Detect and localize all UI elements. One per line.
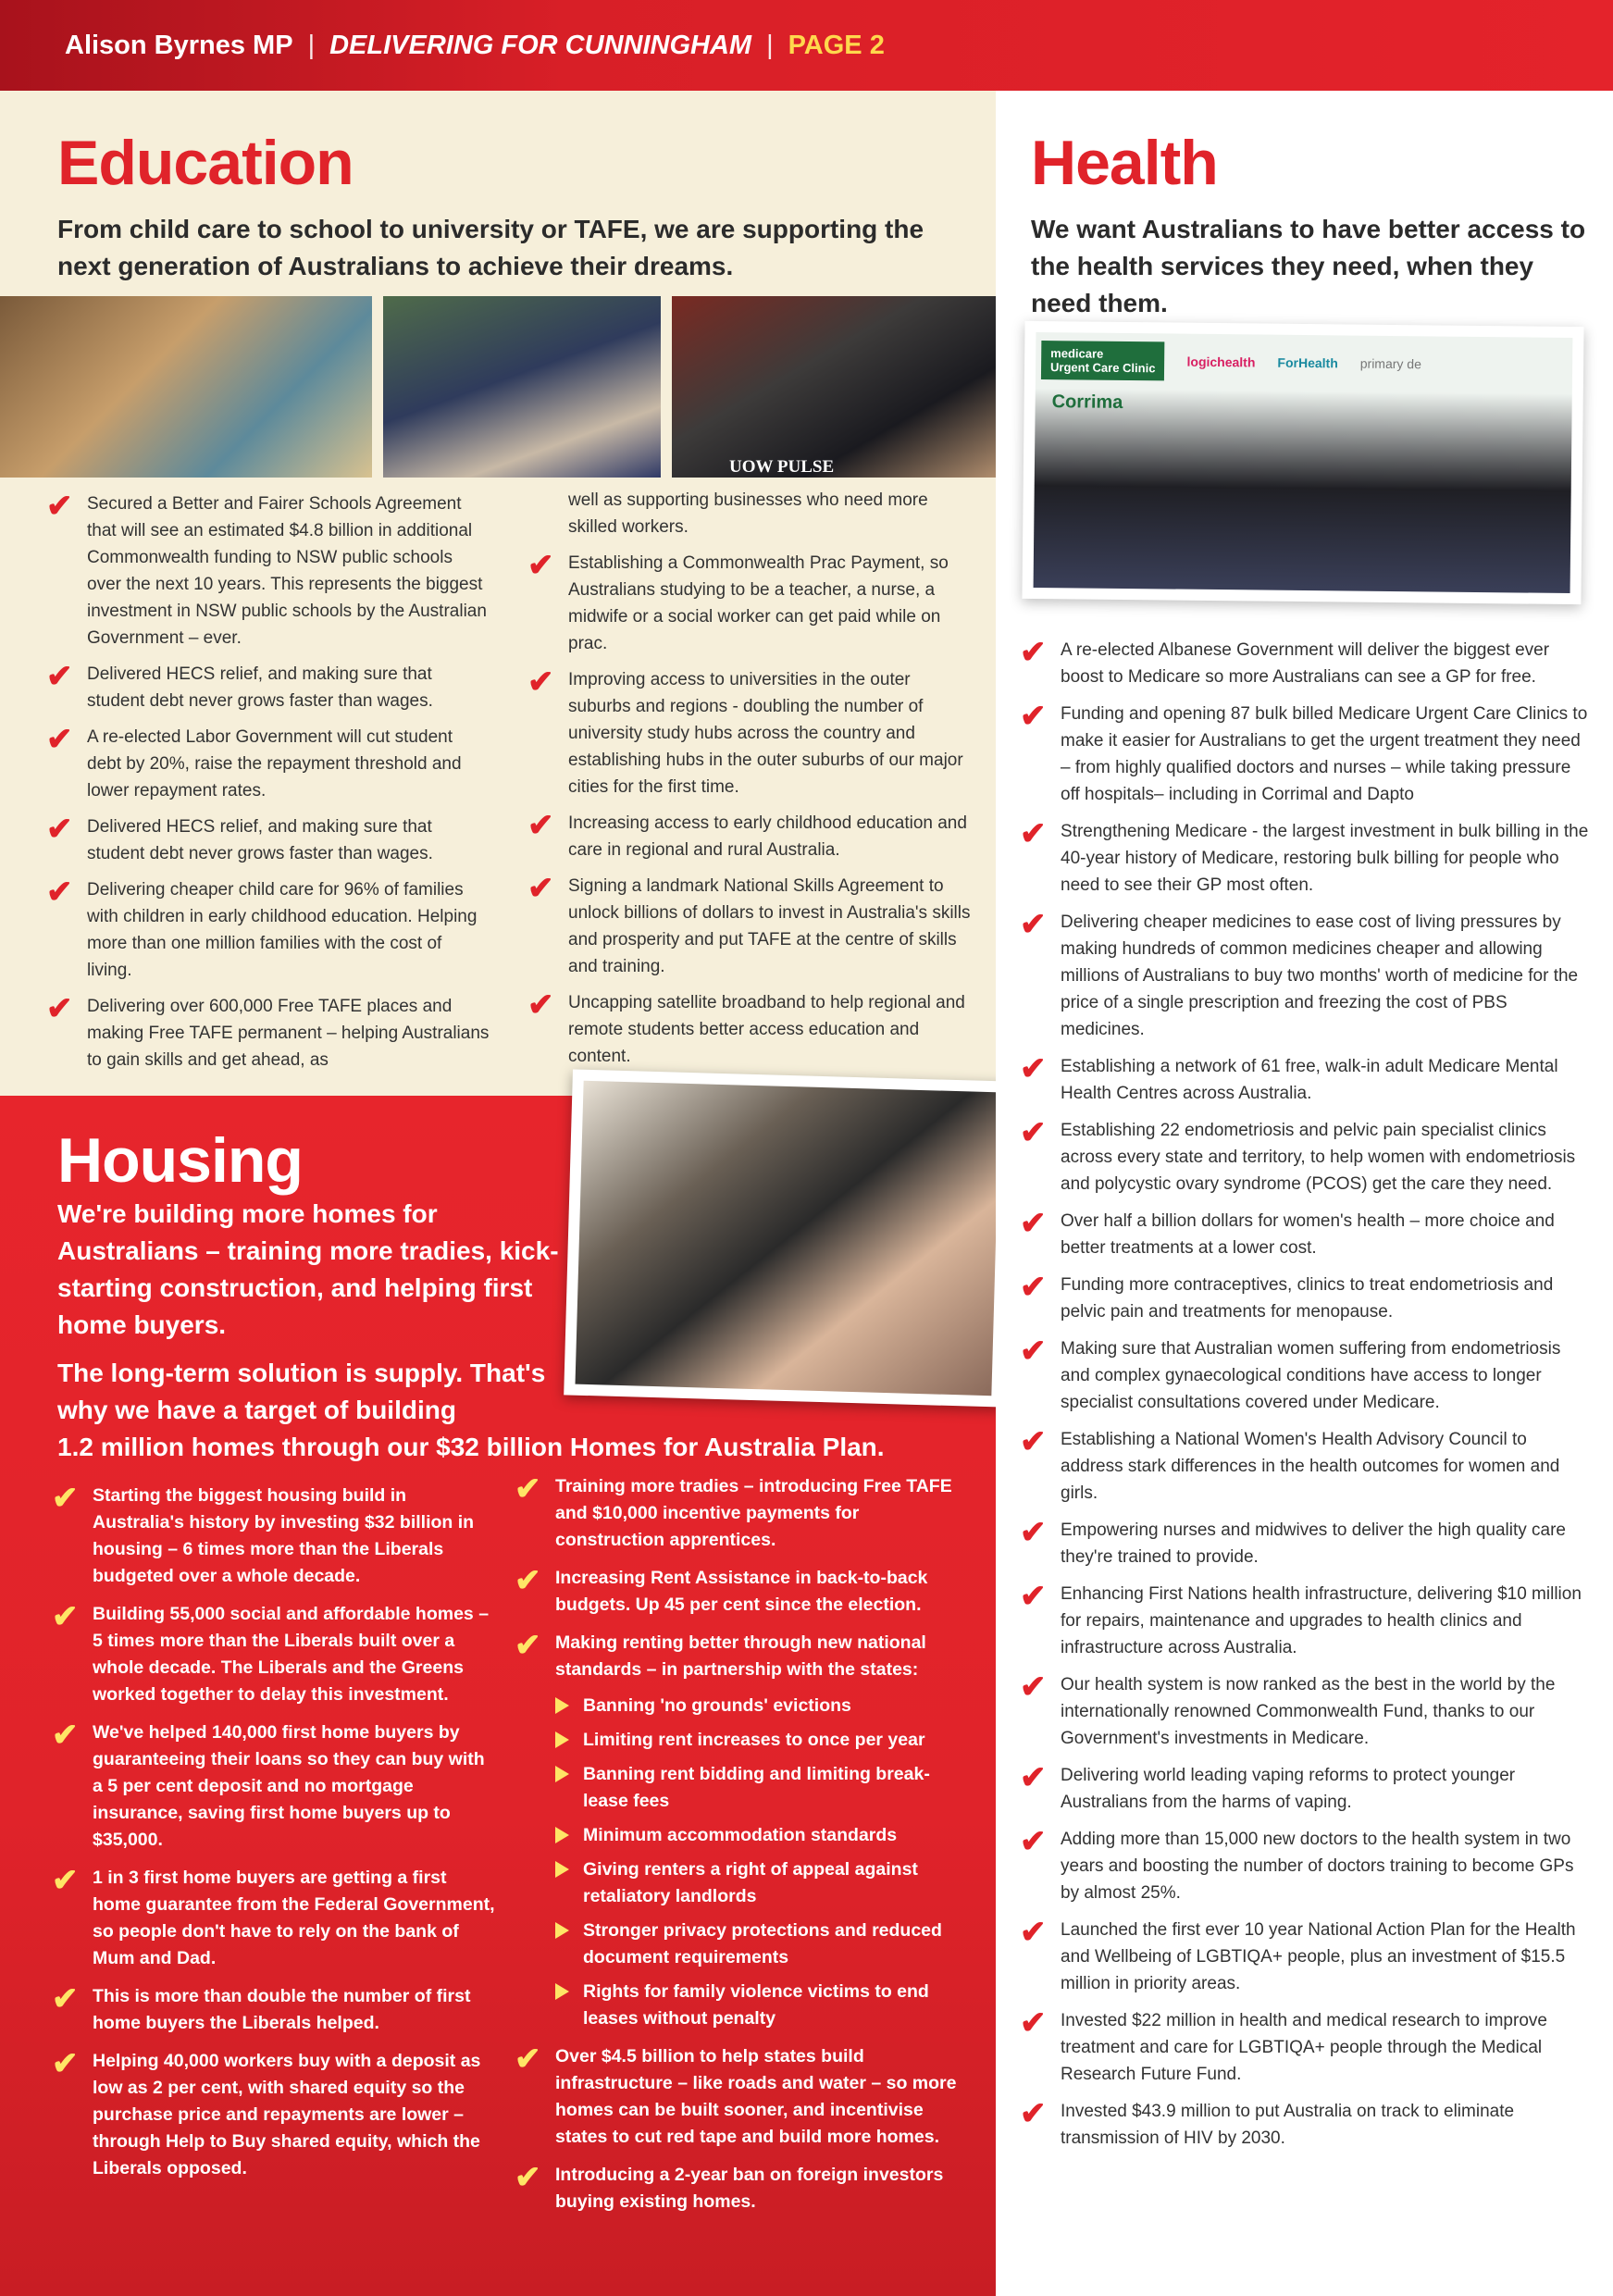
education-photo-uow — [672, 296, 996, 478]
list-item: ✔ Establishing 22 endometriosis and pelvic pain specialist clinics across every state and territory, to help women with endometriosis and polycystic ovary syndrome (PCOS) get the care they need. — [1020, 1115, 1576, 1194]
list-item: ✔ Launched the first ever 10 year National Action Plan for the Health and Wellbeing of LGBTIQA+ people, plus an investment of $15.5 million in priority areas. — [1020, 1915, 1576, 1993]
list-item: ✔ Delivered HECS relief, and making sure that student debt never grows faster than wages. — [46, 812, 433, 863]
check-icon: ✔ — [515, 1471, 541, 1507]
urgent-care-logo: medicare Urgent Care Clinic — [1041, 341, 1165, 380]
health-intro: We want Australians to have better access to the health services they need, when they need them. — [1031, 215, 1586, 317]
header-divider: | — [766, 30, 774, 60]
education-intro: From child care to school to university or TAFE, we are supporting the next generation of Australians to achieve their dreams. — [57, 215, 924, 280]
education-title: Education — [57, 128, 354, 198]
check-icon: ✔ — [515, 2160, 541, 2195]
triangle-arrow-icon — [555, 1827, 569, 1843]
renting-standards-list — [555, 1693, 968, 2032]
check-icon: ✔ — [46, 991, 73, 1026]
list-item: ✔ Increasing access to early childhood education and care in regional and rural Australia. — [527, 808, 967, 860]
list-item: ✔ Strengthening Medicare - the largest investment in bulk billing in the 40-year history of Medicare, restoring bulk billing for people who need to see their GP most often. — [1020, 816, 1589, 895]
list-item: ✔ Funding and opening 87 bulk billed Medicare Urgent Care Clinics to make it easier for Australians to get the urgent treatment they need – from highly qualified doctors and nurses – while taking pressure off hospitals– including in Corrimal and Dapto — [1020, 699, 1588, 804]
health-section — [996, 91, 1613, 2296]
list-item: ✔ Helping 40,000 workers buy with a deposit as low as 2 per cent, with shared equity so the purchase price and repayments are lower – through Help to Buy shared equity, which the Liberals opposed. — [52, 2046, 481, 2178]
list-item: ✔ Enhancing First Nations health infrastructure, delivering $10 million for repairs, maintenance and upgrades to health clinics and infrastructure across Australia. — [1020, 1579, 1582, 1657]
check-icon: ✔ — [52, 1981, 79, 2017]
check-icon: ✔ — [1020, 1579, 1047, 1614]
check-icon: ✔ — [52, 2046, 79, 2081]
triangle-arrow-icon — [555, 1861, 569, 1878]
list-item: ✔ Delivered HECS relief, and making sure that student debt never grows faster than wages. — [46, 659, 433, 711]
triangle-arrow-icon — [555, 1983, 569, 2000]
list-item: ✔ Training more tradies – introducing Free TAFE and $10,000 incentive payments for construction apprentices. — [515, 1471, 952, 1550]
education-section — [0, 91, 996, 1096]
check-icon: ✔ — [1020, 1515, 1047, 1550]
list-item: ✔ A re-elected Albanese Government will deliver the biggest ever boost to Medicare so more Australians can see a GP for free. — [1020, 635, 1550, 687]
list-item-continued: well as supporting businesses who need more skilled workers. — [568, 490, 928, 537]
photo-image — [576, 1081, 1000, 1396]
housing-title: Housing — [57, 1125, 303, 1196]
list-item: ✔ Increasing Rent Assistance in back-to-back budgets. Up 45 per cent since the election. — [515, 1563, 928, 1615]
forhealth-logo: ForHealth — [1277, 354, 1338, 371]
list-item: ✔ Introducing a 2-year ban on foreign investors buying existing homes. — [515, 2160, 944, 2212]
list-item: ✔ Empowering nurses and midwives to deliver the high quality care they're trained to provide. — [1020, 1515, 1566, 1567]
check-icon: ✔ — [46, 489, 73, 524]
check-icon: ✔ — [46, 722, 73, 757]
check-icon: ✔ — [1020, 1424, 1047, 1459]
check-icon: ✔ — [1020, 907, 1047, 942]
check-icon: ✔ — [46, 812, 73, 847]
check-icon: ✔ — [1020, 1334, 1047, 1369]
check-icon: ✔ — [527, 871, 554, 906]
list-item: ✔ Adding more than 15,000 new doctors to the health system in two years and boosting the number of doctors training to become GPs by almost 25%. — [1020, 1824, 1574, 1903]
supply-line-2: 1.2 million homes through our $32 billion Homes for Australia Plan. — [57, 1433, 885, 1461]
list-item: ✔ We've helped 140,000 first home buyers by guaranteeing their loans so they can buy with a 5 per cent deposit and no mortgage insurance, saving first home buyers up to $35,000. — [52, 1718, 485, 1850]
education-list-left — [46, 490, 490, 1083]
check-icon: ✔ — [46, 875, 73, 910]
jacket-print: UOW PULSE — [729, 457, 835, 477]
check-icon: ✔ — [52, 1599, 79, 1634]
check-icon: ✔ — [515, 1628, 541, 1663]
mp-name: Alison Byrnes MP — [65, 30, 293, 60]
check-icon: ✔ — [515, 2042, 541, 2077]
housing-list-left — [52, 1483, 496, 2193]
check-icon: ✔ — [1020, 1115, 1047, 1150]
health-title: Health — [1031, 128, 1218, 198]
housing-family-photo — [564, 1069, 1011, 1407]
sub-list-item: Rights for family violence victims to end leases without penalty — [555, 1979, 968, 2032]
list-item: ✔ Delivering over 600,000 Free TAFE places and making Free TAFE permanent – helping Australians to gain skills and get ahead, as — [46, 991, 490, 1070]
list-item: ✔ This is more than double the number of first home buyers the Liberals helped. — [52, 1981, 471, 2033]
check-icon: ✔ — [1020, 1824, 1047, 1859]
check-icon: ✔ — [527, 987, 554, 1023]
list-item: ✔ Establishing a National Women's Health Advisory Council to address stark differences in the health outcomes for women and girls. — [1020, 1424, 1560, 1503]
header-tagline: DELIVERING FOR CUNNINGHAM — [329, 30, 752, 60]
check-icon: ✔ — [46, 659, 73, 694]
primary-logo: primary de — [1359, 355, 1422, 372]
check-icon: ✔ — [52, 1718, 79, 1753]
triangle-arrow-icon — [555, 1731, 569, 1748]
list-item: ✔ Funding more contraceptives, clinics to treat endometriosis and pelvic pain and treatments for menopause. — [1020, 1270, 1554, 1322]
health-list — [1020, 637, 1594, 2162]
list-item: ✔ Making renting better through new national standards – in partnership with the states: Banning 'no grounds' evictions Limiting rent increases to once per year Banning rent bidding and limiting break-lease fees Minimum accommodation standards Giving renters a right of appeal against retaliatory landlords Stronger privacy protections and reduced document requirements Rights for family violence victims to end leases without penalty — [515, 1630, 968, 2032]
check-icon: ✔ — [52, 1481, 79, 1516]
list-item: ✔ Improving access to universities in the outer suburbs and regions - doubling the number of university study hubs across the country and establishing hubs in the outer suburbs of our major cities for the first time. — [527, 664, 963, 797]
triangle-arrow-icon — [555, 1922, 569, 1939]
education-photo-group — [383, 296, 661, 478]
page-header — [0, 0, 1613, 91]
list-item: ✔ Establishing a network of 61 free, walk-in adult Medicare Mental Health Centres across Australia. — [1020, 1051, 1558, 1103]
list-item: ✔ Building 55,000 social and affordable homes – 5 times more than the Liberals built over a whole decade. The Liberals and the Greens worked together to delay this investment. — [52, 1599, 490, 1705]
check-icon: ✔ — [1020, 1915, 1047, 1950]
check-icon: ✔ — [1020, 699, 1047, 734]
list-item: ✔ Secured a Better and Fairer Schools Agreement that will see an estimated $4.8 billion in additional Commonwealth funding to NSW public schools over the next 10 years. This represents the biggest investment in NSW public schools by the Australian Government – ever. — [46, 489, 487, 648]
check-icon: ✔ — [1020, 1760, 1047, 1795]
list-item: ✔ Establishing a Commonwealth Prac Payment, so Australians studying to be a teacher, a nurse, a midwife or a social worker can get paid while on prac. — [527, 548, 949, 653]
triangle-arrow-icon — [555, 1766, 569, 1782]
sub-list-item: Minimum accommodation standards — [555, 1822, 968, 1849]
list-item: ✔ Delivering cheaper medicines to ease cost of living pressures by making hundreds of common medicines cheaper and allowing millions of Australians to buy two months' worth of medicine for the price of a single prescription and freezing the cost of PBS medicines. — [1020, 907, 1579, 1039]
check-icon: ✔ — [1020, 1270, 1047, 1305]
list-item: ✔ Making sure that Australian women suffering from endometriosis and complex gynaecological conditions have access to longer specialist consultations covered under Medicare. — [1020, 1334, 1561, 1412]
health-clinic-photo — [1022, 321, 1583, 604]
list-item: ✔ Over half a billion dollars for women's health – more choice and better treatments at a lower cost. — [1020, 1206, 1555, 1258]
supply-line-1: The long-term solution is supply. That's why we have a target of building — [57, 1359, 546, 1424]
list-item: ✔ Starting the biggest housing build in Australia's history by investing $32 billion in housing – 6 times more than the Liberals budgeted over a whole decade. — [52, 1481, 475, 1586]
check-icon: ✔ — [527, 548, 554, 583]
list-item: ✔ Invested $43.9 million to put Australia on track to eliminate transmission of HIV by 2030. — [1020, 2096, 1515, 2148]
check-icon: ✔ — [515, 1563, 541, 1598]
list-item: ✔ Delivering cheaper child care for 96% of families with children in early childhood education. Helping more than one million families with the cost of living. — [46, 875, 478, 980]
sub-list-item: Giving renters a right of appeal against retaliatory landlords — [555, 1856, 968, 1910]
check-icon: ✔ — [1020, 635, 1047, 670]
check-icon: ✔ — [1020, 1051, 1047, 1086]
education-list-right — [527, 487, 972, 1079]
housing-intro: We're building more homes for Australians – training more tradies, kick-starting construction, and helping first home buyers. — [57, 1199, 559, 1339]
list-item: ✔ Signing a landmark National Skills Agreement to unlock billions of dollars to invest in Australia's skills and prosperity and put TAFE at the centre of skills and training. — [527, 871, 971, 976]
list-item: ✔ 1 in 3 first home buyers are getting a first home guarantee from the Federal Government, so people don't have to rely on the bank of Mum and Dad. — [52, 1863, 495, 1968]
check-icon: ✔ — [52, 1863, 79, 1898]
housing-list-right — [515, 1473, 968, 2227]
page-number: PAGE 2 — [788, 30, 885, 60]
check-icon: ✔ — [527, 808, 554, 843]
check-icon: ✔ — [527, 664, 554, 700]
check-icon: ✔ — [1020, 2096, 1047, 2131]
sub-list-item: Stronger privacy protections and reduced document requirements — [555, 1917, 968, 1971]
corrimal-sign: Corrima — [1051, 391, 1123, 413]
list-item: ✔ Uncapping satellite broadband to help regional and remote students better access education and content. — [527, 987, 965, 1066]
photo-image — [1034, 332, 1573, 593]
check-icon: ✔ — [1020, 2005, 1047, 2041]
check-icon: ✔ — [1020, 1669, 1047, 1705]
list-item: ✔ Invested $22 million in health and medical research to improve treatment and care for LGBTIQA+ people through the Medical Research Future Fund. — [1020, 2005, 1547, 2084]
clinic-logos — [1036, 332, 1573, 393]
sub-list-item: Banning rent bidding and limiting break-lease fees — [555, 1761, 968, 1815]
list-item: ✔ Delivering world leading vaping reforms to protect younger Australians from the harms of vaping. — [1020, 1760, 1516, 1812]
education-photo-childcare — [0, 296, 372, 478]
list-item: ✔ A re-elected Labor Government will cut student debt by 20%, raise the repayment threshold and lower repayment rates. — [46, 722, 462, 800]
triangle-arrow-icon — [555, 1697, 569, 1714]
logichealth-logo: logichealth — [1186, 354, 1256, 370]
check-icon: ✔ — [1020, 816, 1047, 851]
header-divider: | — [307, 30, 316, 60]
sub-list-item: Limiting rent increases to once per year — [555, 1727, 968, 1754]
check-icon: ✔ — [1020, 1206, 1047, 1241]
list-item: ✔ Over $4.5 billion to help states build infrastructure – like roads and water – so more homes can be built sooner, and incentivise states to cut red tape and build more homes. — [515, 2042, 957, 2147]
sub-list-item: Banning 'no grounds' evictions — [555, 1693, 968, 1719]
list-item: ✔ Our health system is now ranked as the best in the world by the internationally renowned Commonwealth Fund, thanks to our Government's investments in Medicare. — [1020, 1669, 1556, 1748]
